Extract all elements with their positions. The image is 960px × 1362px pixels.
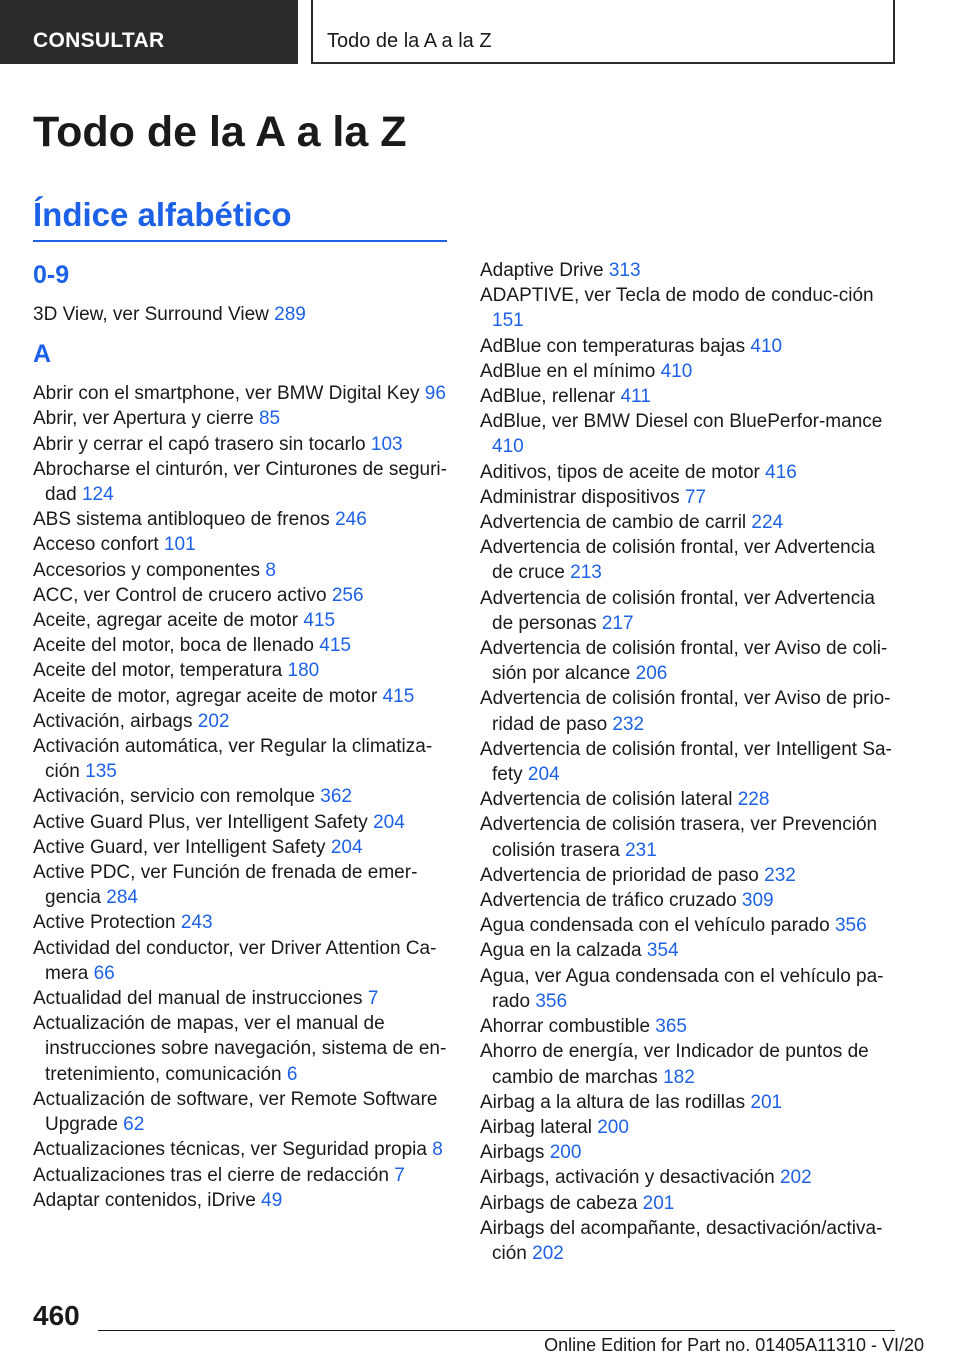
index-entry-page-link[interactable]: 204 xyxy=(330,836,363,858)
index-entry-text: ABS sistema antibloqueo de frenos xyxy=(33,509,336,531)
index-entry-page-link[interactable]: 231 xyxy=(625,839,657,861)
index-entry xyxy=(33,658,449,683)
index-entry xyxy=(480,964,894,1014)
index-entry-text: Agua condensada con el vehículo parado xyxy=(480,915,835,937)
index-entry xyxy=(33,1137,449,1162)
index-entry-text: Advertencia de cambio de carril xyxy=(480,512,752,534)
index-entry xyxy=(480,812,894,862)
index-entry-text: Activación automática, ver Regular la climatiza‐ción xyxy=(33,736,433,783)
index-entry-text: Activación, airbags xyxy=(33,710,198,732)
index-entry xyxy=(480,1165,894,1190)
index-entry-page-link[interactable]: 415 xyxy=(303,610,336,632)
index-entry-page-link[interactable]: 200 xyxy=(549,1142,582,1164)
index-letter-heading: 0-9 xyxy=(33,261,70,289)
index-entry xyxy=(480,510,894,535)
index-entry-page-link[interactable]: 356 xyxy=(834,915,867,937)
index-entry-page-link[interactable]: 103 xyxy=(370,433,403,455)
index-entry xyxy=(480,863,894,888)
index-entry xyxy=(480,1014,894,1039)
footer-edition-text: Online Edition for Part no. 01405A11310 - VI/20 xyxy=(544,1335,924,1355)
index-entry xyxy=(480,636,894,686)
index-entry xyxy=(33,507,449,532)
index-entry-text: Actualizaciones tras el cierre de redacción xyxy=(33,1164,395,1186)
index-entry-page-link[interactable]: 362 xyxy=(320,786,352,808)
index-entry-text: Advertencia de colisión frontal, ver Aviso de prio‐ridad de paso xyxy=(480,688,891,735)
index-entry xyxy=(33,810,449,835)
index-entry-page-link[interactable]: 101 xyxy=(163,534,196,556)
index-entry-page-link[interactable]: 206 xyxy=(635,663,668,685)
index-entry-text: Advertencia de colisión frontal, ver Advertencia de personas xyxy=(480,587,875,634)
index-entry-page-link[interactable]: 8 xyxy=(432,1139,443,1161)
index-entry xyxy=(480,737,894,787)
index-entry-text: Adaptar contenidos, iDrive xyxy=(33,1189,262,1211)
index-entry-text: Actividad del conductor, ver Driver Attention Ca‐mera xyxy=(33,937,437,984)
index-entry-page-link[interactable]: 151 xyxy=(492,310,524,332)
index-entry-page-link[interactable]: 6 xyxy=(286,1063,298,1085)
index-entry-text: Aceite del motor, boca de llenado xyxy=(33,635,320,657)
index-entry xyxy=(33,1011,449,1087)
index-entry-page-link[interactable]: 201 xyxy=(642,1192,675,1214)
index-entry xyxy=(33,1087,449,1137)
index-entry-text: Aceite del motor, temperatura xyxy=(33,660,288,682)
index-entry-page-link[interactable]: 354 xyxy=(646,940,679,962)
index-entry xyxy=(33,684,449,709)
index-entry-page-link[interactable]: 243 xyxy=(180,912,213,934)
header-section-tab[interactable] xyxy=(0,0,298,64)
index-entry xyxy=(480,938,894,963)
index-entry xyxy=(480,359,894,384)
index-entry-text: Advertencia de colisión trasera, ver Prevención colisión trasera xyxy=(480,814,878,861)
index-entry xyxy=(480,1140,894,1165)
index-entry-text: Abrocharse el cinturón, ver Cinturones de seguri‐dad xyxy=(33,458,447,506)
section-divider xyxy=(33,240,447,242)
index-entry-page-link[interactable]: 356 xyxy=(535,990,568,1012)
index-entry-text: Active Guard Plus, ver Intelligent Safety xyxy=(33,811,374,833)
index-entry-page-link[interactable]: 202 xyxy=(197,710,230,732)
index-entry-page-link[interactable]: 232 xyxy=(764,864,796,886)
index-entry xyxy=(33,457,449,507)
index-entry-text: ADAPTIVE, ver Tecla de modo de conduc‐ción xyxy=(480,285,874,307)
index-entry-page-link[interactable]: 85 xyxy=(258,408,281,430)
index-entry-page-link[interactable]: 7 xyxy=(367,988,379,1010)
index-entry-page-link[interactable]: 313 xyxy=(608,260,641,281)
index-entry-page-link[interactable]: 135 xyxy=(85,761,117,783)
index-entry xyxy=(480,1039,894,1089)
index-entry-text: Aditivos, tipos de aceite de motor xyxy=(480,461,766,483)
index-entry-page-link[interactable]: 8 xyxy=(265,559,276,581)
index-entry-text: Airbag a la altura de las rodillas xyxy=(480,1091,751,1113)
index-entry xyxy=(33,986,449,1011)
index-entry-page-link[interactable]: 416 xyxy=(765,461,797,483)
index-entry-text: Advertencia de prioridad de paso xyxy=(480,864,765,886)
index-column-left xyxy=(33,258,449,1213)
index-entry xyxy=(33,835,449,860)
index-letter-heading: A xyxy=(33,340,52,369)
index-entry-text: AdBlue, rellenar xyxy=(480,386,621,408)
index-entry-page-link[interactable]: 204 xyxy=(373,811,405,833)
index-entry-text: Accesorios y componentes xyxy=(33,559,266,581)
index-entry-page-link[interactable]: 62 xyxy=(123,1114,145,1136)
index-entry-text: Abrir con el smartphone, ver BMW Digital Key xyxy=(33,383,425,405)
index-entry-text: Ahorro de energía, ver Indicador de puntos de cambio de marchas xyxy=(480,1041,869,1088)
index-entry-text: AdBlue en el mínimo xyxy=(480,360,661,382)
index-entry-page-link[interactable]: 77 xyxy=(684,486,706,508)
index-entry-page-link[interactable]: 217 xyxy=(601,612,634,634)
index-entry-text: Active PDC, ver Función de frenada de emer‐gencia xyxy=(33,862,418,909)
index-entry-page-link[interactable]: 232 xyxy=(612,713,645,735)
index-entry-text: Actualizaciones técnicas, ver Seguridad propia xyxy=(33,1139,433,1161)
index-entry xyxy=(480,460,894,485)
index-entry-page-link[interactable]: 224 xyxy=(751,512,784,534)
index-entry-text: ACC, ver Control de crucero activo xyxy=(33,584,332,606)
index-entry-text: 3D View, ver Surround View xyxy=(33,304,275,325)
index-entry-text: Acceso confort xyxy=(33,534,164,556)
index-entry-text: Advertencia de colisión frontal, ver Advertencia de cruce xyxy=(480,537,875,584)
index-entry-text: Adaptive Drive xyxy=(480,260,609,281)
header-section-label: CONSULTAR xyxy=(33,29,165,52)
index-entry-text: Actualización de mapas, ver el manual de instrucciones sobre navegación, sistema de en‐tretenimiento, comunicación xyxy=(33,1013,447,1085)
index-entry-page-link[interactable]: 410 xyxy=(750,335,783,357)
index-entry xyxy=(480,1115,894,1140)
index-entry-text: Actualización de software, ver Remote Software Upgrade xyxy=(33,1088,438,1136)
index-entry-page-link[interactable]: 284 xyxy=(106,887,138,909)
index-entry-page-link[interactable]: 201 xyxy=(750,1091,783,1113)
index-entry-page-link[interactable]: 96 xyxy=(424,383,446,405)
page-number: 460 xyxy=(33,1300,80,1331)
index-entry-page-link[interactable]: 202 xyxy=(779,1167,812,1189)
index-entry-page-link[interactable]: 256 xyxy=(331,584,364,606)
index-entry xyxy=(480,334,894,359)
index-entry-text: Advertencia de tráfico cruzado xyxy=(480,890,742,912)
index-entry-text: Abrir, ver Apertura y cierre xyxy=(33,408,259,430)
index-entry-text: Airbags xyxy=(480,1142,550,1164)
index-entry xyxy=(33,1188,449,1213)
index-entry-page-link[interactable]: 246 xyxy=(335,509,367,531)
index-entry-page-link[interactable]: 66 xyxy=(93,962,115,984)
index-entry-text: Aceite de motor, agregar aceite de motor xyxy=(33,685,383,707)
index-entry xyxy=(33,709,449,734)
index-entry xyxy=(480,535,894,585)
index-entry-page-link[interactable]: 7 xyxy=(394,1164,405,1186)
index-entry-page-link[interactable]: 202 xyxy=(532,1242,564,1264)
header-chapter-label: Todo de la A a la Z xyxy=(327,30,492,52)
index-entry-text: Advertencia de colisión frontal, ver Aviso de coli‐sión por alcance xyxy=(480,638,888,685)
index-entry xyxy=(33,784,449,809)
index-column-right xyxy=(480,258,894,1266)
index-entry xyxy=(33,608,449,633)
index-entry-page-link[interactable]: 49 xyxy=(261,1189,283,1211)
index-entry-text: Activación, servicio con remolque xyxy=(33,786,321,808)
index-entry-text: Actualidad del manual de instrucciones xyxy=(33,988,368,1010)
index-entry xyxy=(33,302,449,327)
index-entry xyxy=(480,1216,894,1266)
index-entry xyxy=(33,381,449,406)
index-entry-text: Active Protection xyxy=(33,912,181,934)
index-entry-text: Agua en la calzada xyxy=(480,940,647,962)
header-chapter-tab[interactable] xyxy=(311,0,895,64)
index-entry-page-link[interactable]: 180 xyxy=(287,660,320,682)
index-entry xyxy=(480,409,894,459)
index-entry xyxy=(480,283,894,333)
index-entry xyxy=(480,888,894,913)
index-entry-page-link[interactable]: 410 xyxy=(492,436,524,458)
index-entry-text: Agua, ver Agua condensada con el vehículo pa‐rado xyxy=(480,965,884,1012)
index-entry xyxy=(33,734,449,784)
index-entry xyxy=(33,633,449,658)
index-entry-text: Aceite, agregar aceite de motor xyxy=(33,610,304,632)
index-entry xyxy=(480,686,894,736)
index-entry xyxy=(480,384,894,409)
index-entry xyxy=(480,1191,894,1216)
page-title: Todo de la A a la Z xyxy=(33,108,407,156)
index-entry xyxy=(33,532,449,557)
index-entry-page-link[interactable]: 228 xyxy=(737,789,770,811)
index-entry-page-link[interactable]: 124 xyxy=(81,484,114,506)
index-entry-text: Airbags de cabeza xyxy=(480,1192,643,1214)
index-entry-text: Airbag lateral xyxy=(480,1116,598,1138)
index-entry xyxy=(33,936,449,986)
index-entry-page-link[interactable]: 309 xyxy=(741,890,774,912)
index-entry xyxy=(480,787,894,812)
index-entry-text: Advertencia de colisión frontal, ver Intelligent Sa‐fety xyxy=(480,738,892,786)
index-entry xyxy=(33,860,449,910)
index-entry-text: AdBlue, ver BMW Diesel con BluePerfor‐mance xyxy=(480,411,883,433)
index-entry xyxy=(480,586,894,636)
index-entry-text: Ahorrar combustible xyxy=(480,1016,656,1038)
index-entry xyxy=(33,432,449,457)
index-entry xyxy=(33,583,449,608)
index-entry-text: Active Guard, ver Intelligent Safety xyxy=(33,836,331,858)
index-entry-page-link[interactable]: 289 xyxy=(274,304,306,325)
index-entry xyxy=(480,913,894,938)
index-entry-page-link[interactable]: 415 xyxy=(382,685,415,707)
index-entry xyxy=(480,258,894,283)
index-entry-text: AdBlue con temperaturas bajas xyxy=(480,335,751,357)
index-entry-page-link[interactable]: 200 xyxy=(597,1116,629,1138)
index-entry-text: Administrar dispositivos xyxy=(480,486,685,508)
index-entry xyxy=(33,1163,449,1188)
index-entry-page-link[interactable]: 365 xyxy=(655,1016,687,1038)
index-entry xyxy=(480,485,894,510)
index-entry-text: Airbags del acompañante, desactivación/activa‐ción xyxy=(480,1217,883,1264)
index-entry-page-link[interactable]: 204 xyxy=(527,764,560,786)
index-entry-page-link[interactable]: 182 xyxy=(663,1066,695,1088)
index-entry-text: Advertencia de colisión lateral xyxy=(480,789,738,811)
index-entry-page-link[interactable]: 411 xyxy=(620,386,651,408)
index-entry xyxy=(33,406,449,431)
index-entry-page-link[interactable]: 213 xyxy=(570,562,602,584)
section-title: Índice alfabético xyxy=(33,196,292,233)
index-entry-page-link[interactable]: 415 xyxy=(319,635,351,657)
index-entry-page-link[interactable]: 410 xyxy=(660,360,693,382)
index-entry xyxy=(480,1090,894,1115)
index-entry xyxy=(33,910,449,935)
index-entry xyxy=(33,558,449,583)
index-entry-text: Airbags, activación y desactivación xyxy=(480,1167,780,1189)
index-entry-text: Abrir y cerrar el capó trasero sin tocarlo xyxy=(33,433,371,455)
